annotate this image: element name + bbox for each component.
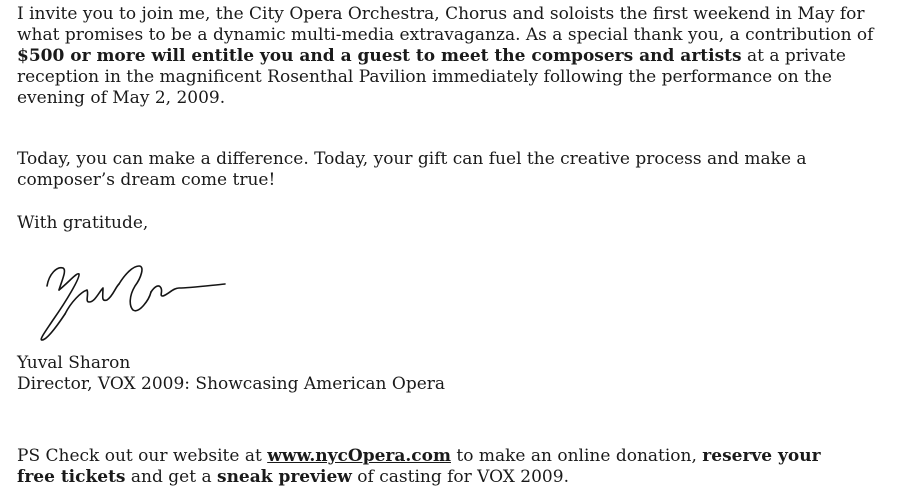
reserve-tickets-text: reserve your bbox=[702, 446, 821, 466]
paragraph-line: composer’s dream come true! bbox=[17, 170, 276, 190]
postscript-line bbox=[17, 446, 897, 467]
postscript bbox=[17, 446, 897, 488]
appeal-paragraph bbox=[17, 149, 887, 191]
paragraph-line: Today, you can make a difference. Today, your gift can fuel the creative process and make a bbox=[17, 149, 807, 169]
postscript-text: to make an online donation, bbox=[450, 446, 703, 466]
handwritten-signature bbox=[29, 248, 239, 348]
postscript-text: of casting for VOX 2009. bbox=[351, 467, 569, 487]
paragraph-line: what promises to be a dynamic multi-media extravaganza. As a special thank you, a contribution of bbox=[17, 25, 874, 45]
website-link[interactable]: www.nycOpera.com bbox=[267, 446, 451, 466]
postscript-text: PS Check out our website at bbox=[17, 446, 268, 466]
reception-offer-text: $500 or more will entitle you and a guest to meet the composers and artists bbox=[17, 46, 742, 66]
paragraph-line: reception in the magnificent Rosenthal Pavilion immediately following the performance on the bbox=[17, 67, 832, 87]
signer-block bbox=[17, 353, 445, 395]
postscript-line bbox=[17, 467, 897, 488]
paragraph-line: I invite you to join me, the City Opera Orchestra, Chorus and soloists the first weekend in May for bbox=[17, 4, 865, 24]
paragraph-line: evening of May 2, 2009. bbox=[17, 88, 226, 108]
postscript-text: and get a bbox=[125, 467, 217, 487]
paragraph-line bbox=[17, 46, 887, 67]
free-tickets-text: free tickets bbox=[17, 467, 126, 487]
signature-graphic bbox=[29, 248, 239, 348]
paragraph-text: at a private bbox=[741, 46, 846, 66]
signer-title: Director, VOX 2009: Showcasing American Opera bbox=[17, 374, 446, 394]
invitation-paragraph bbox=[17, 4, 887, 109]
signer-name: Yuval Sharon bbox=[17, 353, 131, 373]
closing-line: With gratitude, bbox=[17, 213, 149, 233]
sneak-preview-text: sneak preview bbox=[217, 467, 352, 487]
